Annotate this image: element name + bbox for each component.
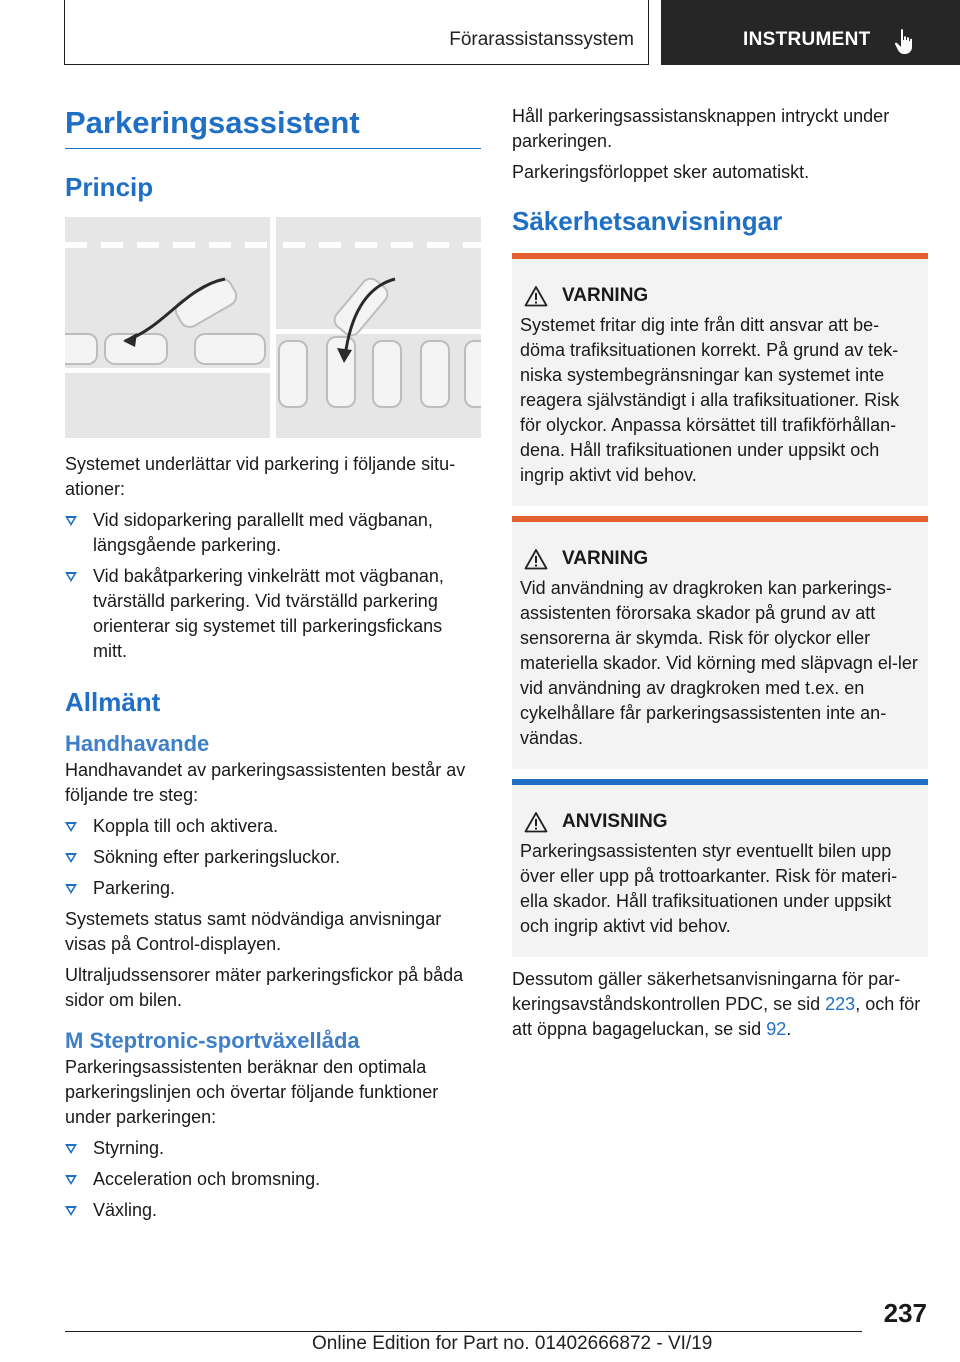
left-column [65,104,481,1223]
triangle-bullet-icon [65,822,77,832]
list-item: Parkering. [65,876,481,901]
triangle-bullet-icon [65,853,77,863]
header-chapter-title: INSTRUMENT [743,29,871,50]
warning-text: Systemet fritar dig inte från ditt ansvar att be‐döma trafiksituationen korrekt. På grund av tek‐niska systembegränsningar kan systemet inte reagera självständigt i alla trafiksituationer. Risk för olyckor. Anpassa körsättet till trafikförhållan‐dena. Håll trafiksituationen under uppsikt och ingrip aktivt vid behov. [520,315,900,485]
notice-title: ANVISNING [520,811,920,833]
pointing-hand-icon [893,28,919,56]
warning-title: VARNING [520,548,920,570]
list-item: Acceleration och bromsning. [65,1167,481,1192]
triangle-bullet-icon [65,1144,77,1154]
parking-diagram [65,217,481,438]
page-number: 237 [883,1298,927,1328]
list-item: Vid sidoparkering parallellt med vägbanan, längsgående parkering. [65,508,481,558]
triangle-bullet-icon [65,884,77,894]
auto-text: Parkeringsförloppet sker automatiskt. [512,162,810,182]
right-column [512,104,928,1042]
page-title: Parkeringsassistent [65,105,360,140]
safety-heading: Säkerhetsanvisningar [512,206,783,236]
list-item: Koppla till och aktivera. [65,814,481,839]
general-heading: Allmänt [65,687,161,717]
handling-heading: Handhavande [65,731,210,756]
triangle-bullet-icon [65,1206,77,1216]
handling-text: Handhavandet av parkeringsassistenten består av följande tre steg: [65,760,466,805]
page-link-223[interactable]: 223 [825,994,856,1014]
footer-edition: Online Edition for Part no. 01402666872 - VI/19 [312,1333,713,1354]
hold-text: Håll parkeringsassistansknappen intryckt under parkeringen. [512,106,890,151]
warning-title: VARNING [520,285,920,307]
warning-triangle-icon [524,548,548,570]
header-section-title: Förarassistanssystem [449,29,634,50]
page-link-92[interactable]: 92 [766,1019,787,1039]
header-chapter-box [661,0,960,65]
list-item: Vid bakåtparkering vinkelrätt mot vägbanan, tvärställd parkering. Vid tvärställd parkering orienterar sig systemet till parkeringsfickans mitt. [65,564,481,664]
warning-triangle-icon [524,285,548,307]
principle-intro: Systemet underlättar vid parkering i följande situ‐ationer: [65,454,456,499]
warning-box-1 [512,253,928,506]
triangle-bullet-icon [65,1175,77,1185]
triangle-bullet-icon [65,572,77,582]
notice-text: Parkeringsassistenten styr eventuellt bilen upp över eller upp på trottoarkanter. Risk för materi‐ella skador. Håll trafiksituationen under uppsikt och ingrip aktivt vid behov. [520,841,898,936]
warning-triangle-icon [524,811,548,833]
principle-heading: Princip [65,172,154,202]
notice-box [512,779,928,957]
steptronic-heading: M Steptronic-sportväxellåda [65,1028,360,1053]
list-item: Sökning efter parkeringsluckor. [65,845,481,870]
header-section-box [64,0,649,65]
status-text: Systemets status samt nödvändiga anvisningar visas på Control-displayen. [65,909,442,954]
triangle-bullet-icon [65,516,77,526]
warning-box-2 [512,516,928,769]
sensor-text: Ultraljudssensorer mäter parkeringsfickor på båda sidor om bilen. [65,965,464,1010]
list-item: Växling. [65,1198,481,1223]
footer-divider [65,1331,862,1332]
list-item: Styrning. [65,1136,481,1161]
warning-text: Vid användning av dragkroken kan parkerings‐assistenten förorsaka skador på grund av att sensorerna är skymda. Risk för olyckor eller materiella skador. Vid körning med släpvagn el‐ler vid användning av dragkroken med t.ex. en cykelhållare får parkeringsassistenten inte an‐vändas. [520,578,918,748]
closing-text: Dessutom gäller säkerhetsanvisningarna för par‐keringsavståndskontrollen PDC, se sid 223, och för att öppna bagageluckan, se sid 92. [512,969,921,1039]
title-divider [65,148,481,149]
steptronic-text: Parkeringsassistenten beräknar den optimala parkeringslinjen och övertar följande funktioner under parkeringen: [65,1057,439,1127]
parking-illustration [65,217,481,438]
